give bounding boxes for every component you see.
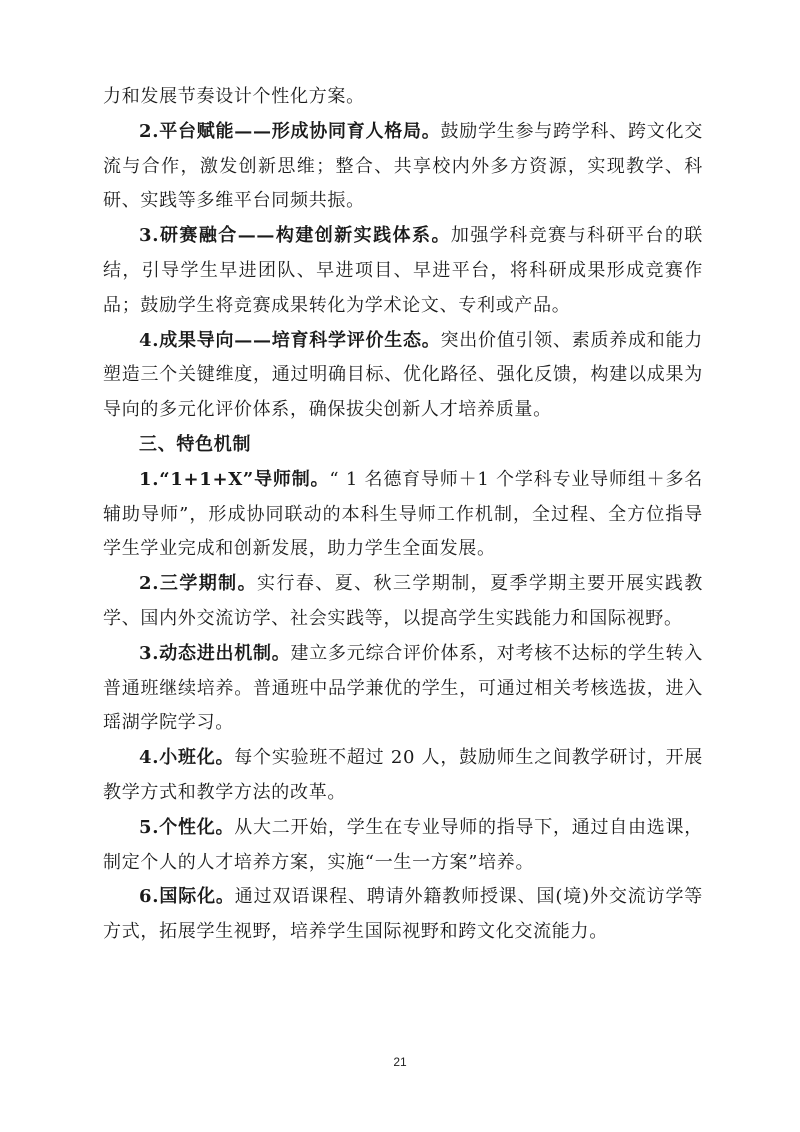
mechanism-5-heading: 5.个性化。 xyxy=(139,816,235,838)
mechanism-4-paragraph xyxy=(103,741,703,811)
principle-3-heading: 3.研赛融合——构建创新实践体系。 xyxy=(139,225,451,247)
continuation-paragraph: 力和发展节奏设计个性化方案。 xyxy=(103,86,365,107)
mechanism-2-text: 实行春、夏、秋三学期制，夏季学期主要开展实践教学、国内外交流访学、社会实践等，以提高学生实践能力和国际视野。 xyxy=(103,573,703,629)
mechanism-6-heading: 6.国际化。 xyxy=(139,886,235,908)
section-heading: 三、特色机制 xyxy=(139,433,252,455)
page-number: 21 xyxy=(393,1055,407,1069)
principle-4-heading: 4.成果导向——培育科学评价生态。 xyxy=(139,329,441,351)
mechanism-2-paragraph xyxy=(103,567,703,637)
mechanism-4-text: 每个实验班不超过 20 人，鼓励师生之间教学研讨，开展教学方式和教学方法的改革。 xyxy=(103,747,703,803)
principle-2-paragraph xyxy=(103,115,703,219)
mechanism-6-text: 通过双语课程、聘请外籍教师授课、国(境)外交流访学等方式，拓展学生视野，培养学生国际视野和跨文化交流能力。 xyxy=(103,886,703,943)
principle-4-text: 突出价值引领、素质养成和能力塑造三个关键维度，通过明确目标、优化路径、强化反馈，构建以成果为导向的多元化评价体系，确保拔尖创新人才培养质量。 xyxy=(103,329,703,421)
mechanism-6-paragraph xyxy=(103,880,703,950)
mechanism-3-heading: 3.动态进出机制。 xyxy=(139,642,291,664)
mechanism-1-heading: 1.“1+1+X”导师制。 xyxy=(139,468,330,490)
principle-2-text: 鼓励学生参与跨学科、跨文化交流与合作，激发创新思维；整合、共享校内外多方资源，实现教学、科研、实践等多维平台同频共振。 xyxy=(103,120,703,212)
mechanism-3-text: 建立多元综合评价体系，对考核不达标的学生转入普通班继续培养。普通班中品学兼优的学生，可通过相关考核选拔，进入瑶湖学院学习。 xyxy=(103,642,703,734)
mechanism-5-text: 从大二开始，学生在专业导师的指导下，通过自由选课，制定个人的人才培养方案，实施“一生一方案”培养。 xyxy=(103,816,703,873)
principle-4-paragraph xyxy=(103,324,703,428)
mechanism-2-heading: 2.三学期制。 xyxy=(139,573,258,595)
mechanism-5-paragraph xyxy=(103,811,703,881)
principle-3-text: 加强学科竞赛与科研平台的联结，引导学生早进团队、早进项目、早进平台，将科研成果形成竞赛作品；鼓励学生将竞赛成果转化为学术论文、专利或产品。 xyxy=(103,225,703,316)
document-body xyxy=(103,80,703,950)
principle-3-paragraph xyxy=(103,219,703,323)
mechanism-3-paragraph xyxy=(103,637,703,741)
principle-2-heading: 2.平台赋能——形成协同育人格局。 xyxy=(139,120,441,142)
mechanism-4-heading: 4.小班化。 xyxy=(139,747,235,769)
mechanism-1-text: “ 1 名德育导师＋1 个学科专业导师组＋多名辅助导师”，形成协同联动的本科生导师工作机制，全过程、全方位指导学生学业完成和创新发展，助力学生全面发展。 xyxy=(103,468,703,560)
mechanism-1-paragraph xyxy=(103,463,703,567)
